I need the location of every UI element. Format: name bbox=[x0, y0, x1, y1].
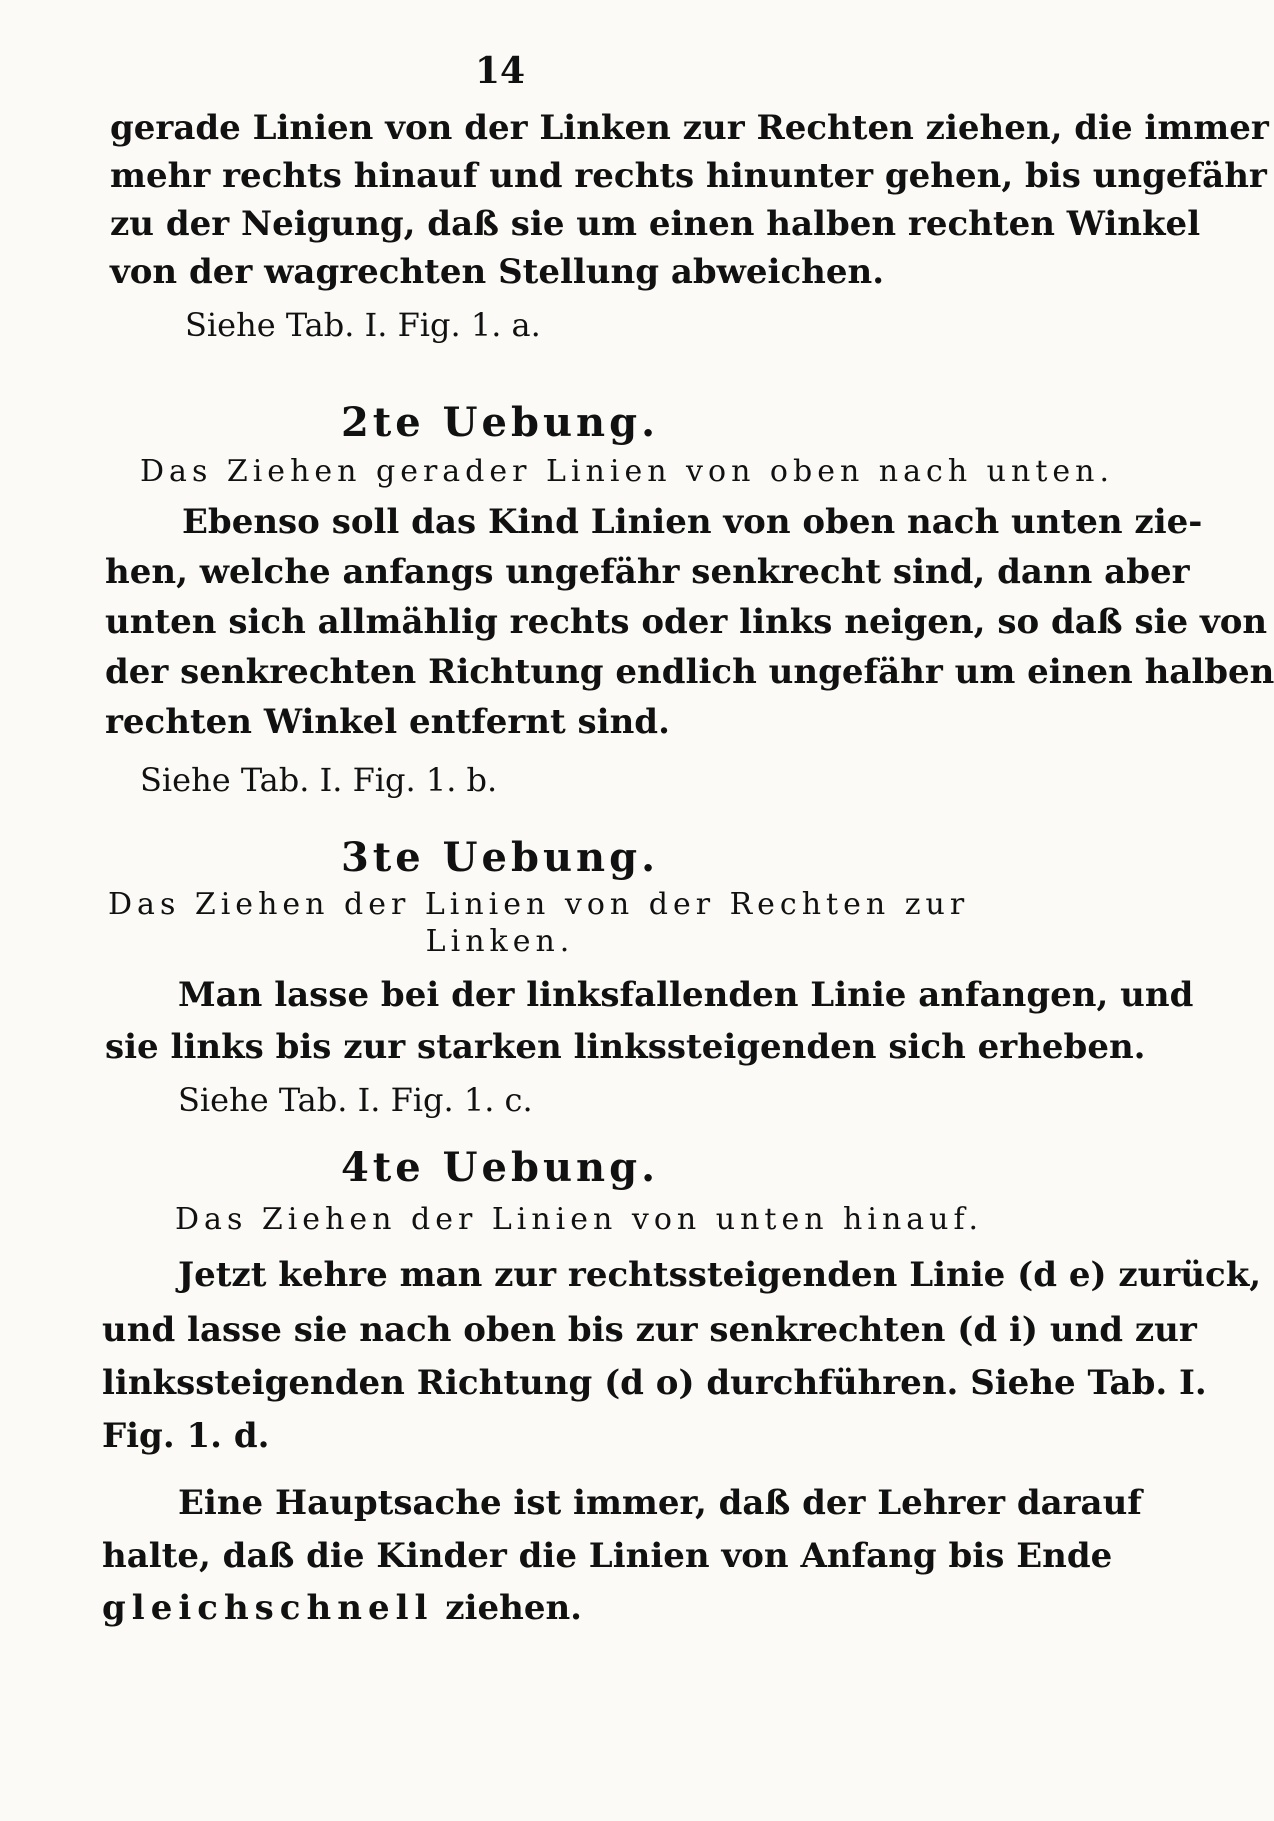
section-subtitle: Das Ziehen der Linien von unten hinauf. bbox=[175, 1202, 984, 1237]
page-number: 14 bbox=[474, 50, 526, 92]
text-line: gerade Linien von der Linken zur Rechten ziehen, die immer bbox=[110, 108, 1269, 148]
text-line: sie links bis zur starken linkssteigenden sich erheben. bbox=[105, 1027, 1146, 1067]
text-line: der senkrechten Richtung endlich ungefähr um einen halben bbox=[105, 652, 1274, 692]
text-line: mehr rechts hinauf und rechts hinunter gehen, bis ungefähr bbox=[110, 156, 1267, 196]
section-heading: 2te Uebung. bbox=[340, 399, 660, 446]
figure-reference: Siehe Tab. I. Fig. 1. a. bbox=[185, 306, 541, 344]
text-line: Jetzt kehre man zur rechtssteigenden Linie (d e) zurück, bbox=[178, 1255, 1262, 1295]
section-subtitle-continued: Linken. bbox=[425, 924, 575, 959]
text-line: rechten Winkel entfernt sind. bbox=[105, 702, 670, 742]
emphasized-word: gleichschnell bbox=[102, 1588, 434, 1628]
text-line: hen, welche anfangs ungefähr senkrecht sind, dann aber bbox=[105, 552, 1190, 592]
section-heading: 4te Uebung. bbox=[340, 1144, 660, 1191]
text-line: Fig. 1. d. bbox=[102, 1416, 270, 1456]
text-line: Eine Hauptsache ist immer, daß der Lehrer darauf bbox=[178, 1483, 1142, 1523]
section-subtitle: Das Ziehen der Linien von der Rechten zur bbox=[108, 887, 970, 922]
section-subtitle: Das Ziehen gerader Linien von oben nach unten. bbox=[140, 454, 1114, 489]
text-line: Man lasse bei der linksfallenden Linie anfangen, und bbox=[178, 975, 1194, 1015]
figure-reference: Siehe Tab. I. Fig. 1. c. bbox=[178, 1081, 533, 1119]
text-line-last bbox=[102, 1588, 582, 1628]
text-line: unten sich allmählig rechts oder links neigen, so daß sie von bbox=[105, 602, 1268, 642]
text-line: von der wagrechten Stellung abweichen. bbox=[110, 252, 885, 292]
section-heading: 3te Uebung. bbox=[340, 834, 660, 881]
text-line: zu der Neigung, daß sie um einen halben rechten Winkel bbox=[110, 204, 1201, 244]
text-line: Ebenso soll das Kind Linien von oben nach unten zie- bbox=[182, 502, 1203, 542]
figure-reference: Siehe Tab. I. Fig. 1. b. bbox=[140, 761, 498, 799]
text-word: ziehen. bbox=[445, 1588, 583, 1628]
text-line: halte, daß die Kinder die Linien von Anfang bis Ende bbox=[102, 1536, 1113, 1576]
text-line: und lasse sie nach oben bis zur senkrechten (d i) und zur bbox=[102, 1310, 1197, 1350]
text-line: linkssteigenden Richtung (d o) durchführen. Siehe Tab. I. bbox=[102, 1363, 1207, 1403]
